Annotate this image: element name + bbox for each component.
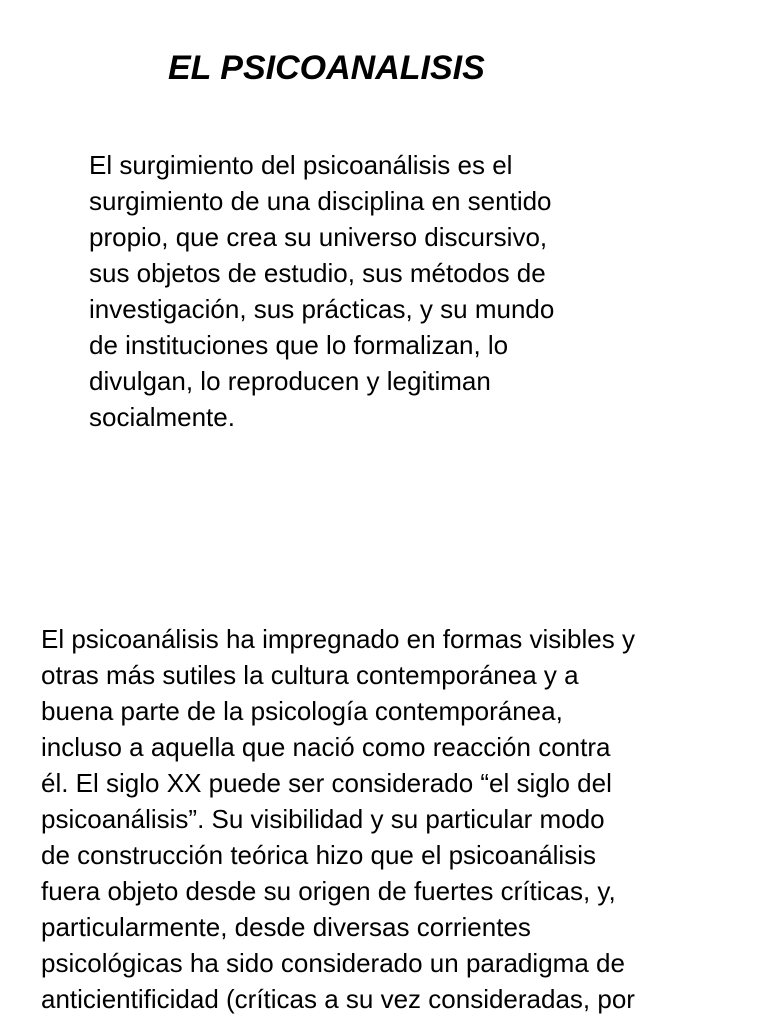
text-line: él. El siglo XX puede ser considerado “el siglo del — [41, 768, 612, 798]
text-line: socialmente. — [89, 402, 235, 432]
text-line: de construcción teórica hizo que el psicoanálisis — [41, 840, 596, 870]
text-line: anticientificidad (críticas a su vez consideradas, por — [41, 984, 635, 1014]
text-line: otras más sutiles la cultura contemporánea y a — [41, 660, 579, 690]
text-line: particularmente, desde diversas corrientes — [41, 912, 531, 942]
page-title: EL PSICOANALISIS — [168, 49, 485, 87]
text-line: investigación, sus prácticas, y su mundo — [89, 294, 555, 324]
text-line: sus objetos de estudio, sus métodos de — [89, 258, 546, 288]
text-line: propio, que crea su universo discursivo, — [89, 222, 548, 252]
text-line: fuera objeto desde su origen de fuertes críticas, y, — [41, 876, 616, 906]
paragraph-intro — [89, 147, 554, 435]
text-line: psicoanálisis”. Su visibilidad y su particular modo — [41, 804, 605, 834]
text-line: de instituciones que lo formalizan, lo — [89, 330, 509, 360]
paragraph-body — [41, 621, 635, 1017]
text-line: buena parte de la psicología contemporánea, — [41, 696, 563, 726]
text-line: El surgimiento del psicoanálisis es el — [89, 150, 513, 180]
text-line: El psicoanálisis ha impregnado en formas visibles y — [41, 624, 635, 654]
text-line: surgimiento de una disciplina en sentido — [89, 186, 552, 216]
text-line: divulgan, lo reproducen y legitiman — [89, 366, 491, 396]
text-line: incluso a aquella que nació como reacción contra — [41, 732, 611, 762]
text-line: psicológicas ha sido considerado un paradigma de — [41, 948, 625, 978]
